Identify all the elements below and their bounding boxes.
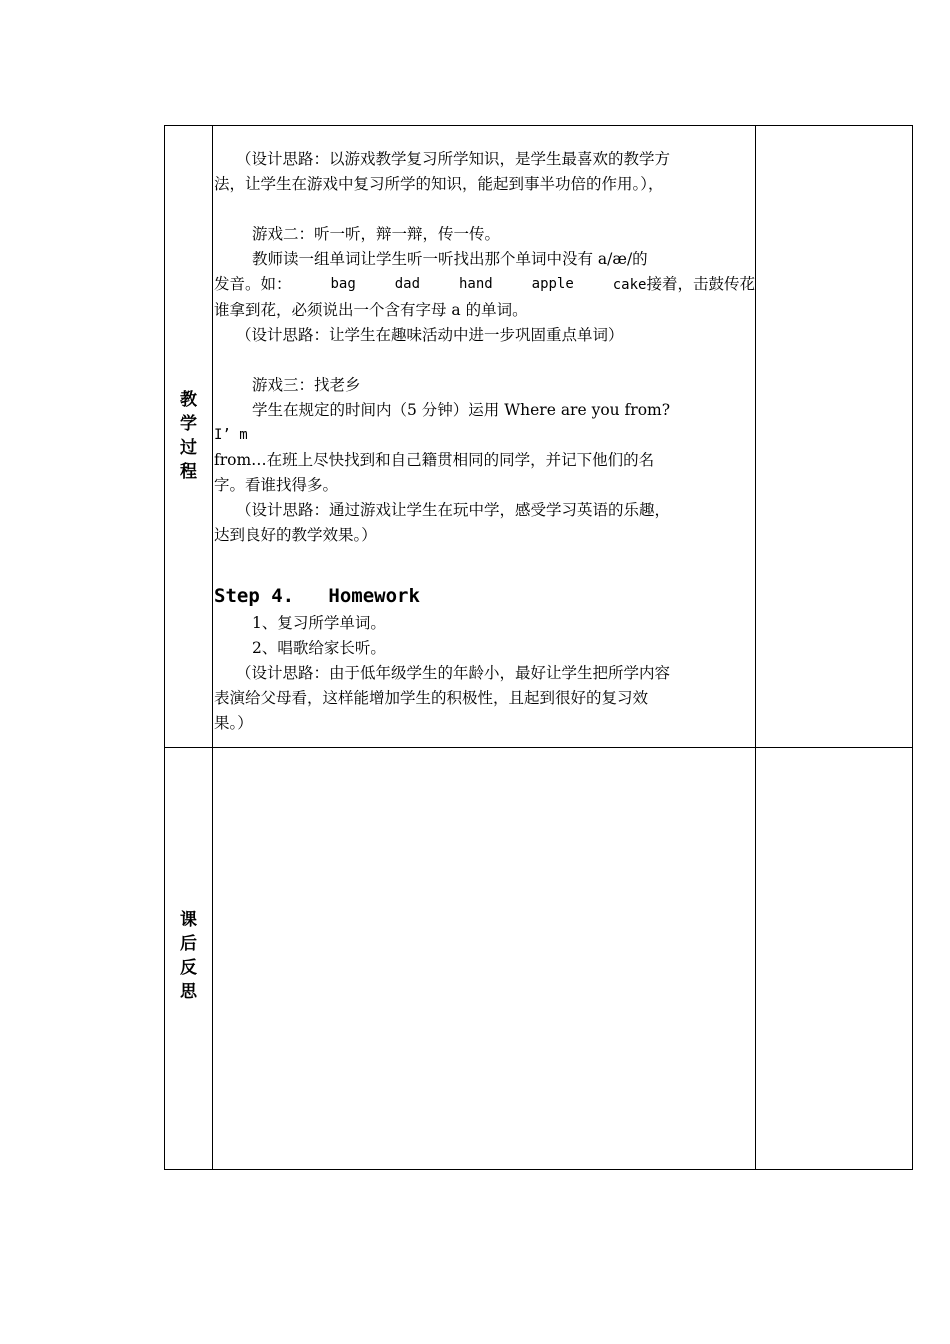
design-note-cont: 果。）: [214, 714, 253, 732]
row-label-reflection: 课 后 反 思: [180, 910, 197, 1002]
game2-title: 游戏二：听一听，辩一辩，传一传。: [252, 225, 501, 243]
design-note: （设计思路：由于低年级学生的年龄小，最好让学生把所学内容: [236, 664, 671, 682]
game2-instruction-cont: 谁拿到花，必须说出一个含有字母 a 的单词。: [214, 301, 528, 319]
homework-item: 2、唱歌给家长听。: [252, 639, 386, 657]
row-label-teaching-process: 教 学 过 程: [180, 390, 197, 482]
design-note-cont: 达到良好的教学效果。）: [214, 526, 377, 544]
teaching-process-content: [214, 147, 755, 736]
game3-instruction-cont: 字。看谁找得多。: [214, 476, 339, 494]
game3-instruction-cont: from…在班上尽快找到和自己籍贯相同的同学，并记下他们的名: [214, 451, 655, 469]
lesson-plan-table: [164, 125, 913, 1170]
row-divider: [165, 747, 912, 748]
design-note-cont: 表演给父母看，这样能增加学生的积极性，且起到很好的复习效: [214, 689, 649, 707]
homework-item: 1、复习所学单词。: [252, 614, 386, 632]
game3-title: 游戏三：找老乡: [252, 376, 361, 394]
game2-word-line: 发音。如： bag dad hand apple cake接着，击鼓传花: [214, 272, 755, 298]
column-divider-right: [755, 126, 756, 1169]
design-note: （设计思路：通过游戏让学生在玩中学，感受学习英语的乐趣，: [236, 501, 671, 519]
word: hand: [458, 276, 493, 292]
design-note: （设计思路：以游戏教学复习所学知识，是学生最喜欢的教学方: [236, 150, 671, 168]
word: bag: [330, 276, 356, 292]
design-note: （设计思路：让学生在趣味活动中进一步巩固重点单词）: [236, 326, 624, 344]
game3-instruction: 学生在规定的时间内（5 分钟）运用 Where are you from?: [252, 401, 671, 419]
game2-instruction: 教师读一组单词让学生听一听找出那个单词中没有 a/æ/的: [252, 250, 648, 268]
design-note-cont: 法，让学生在游戏中复习所学的知识，能起到事半功倍的作用。），: [214, 175, 664, 193]
column-divider-left: [212, 126, 213, 1169]
game3-instruction-cont: I’ m: [214, 427, 248, 443]
word: dad: [394, 276, 421, 292]
word: cake: [612, 277, 647, 293]
step4-heading: Step 4. Homework: [214, 585, 420, 607]
word: apple: [531, 276, 574, 292]
